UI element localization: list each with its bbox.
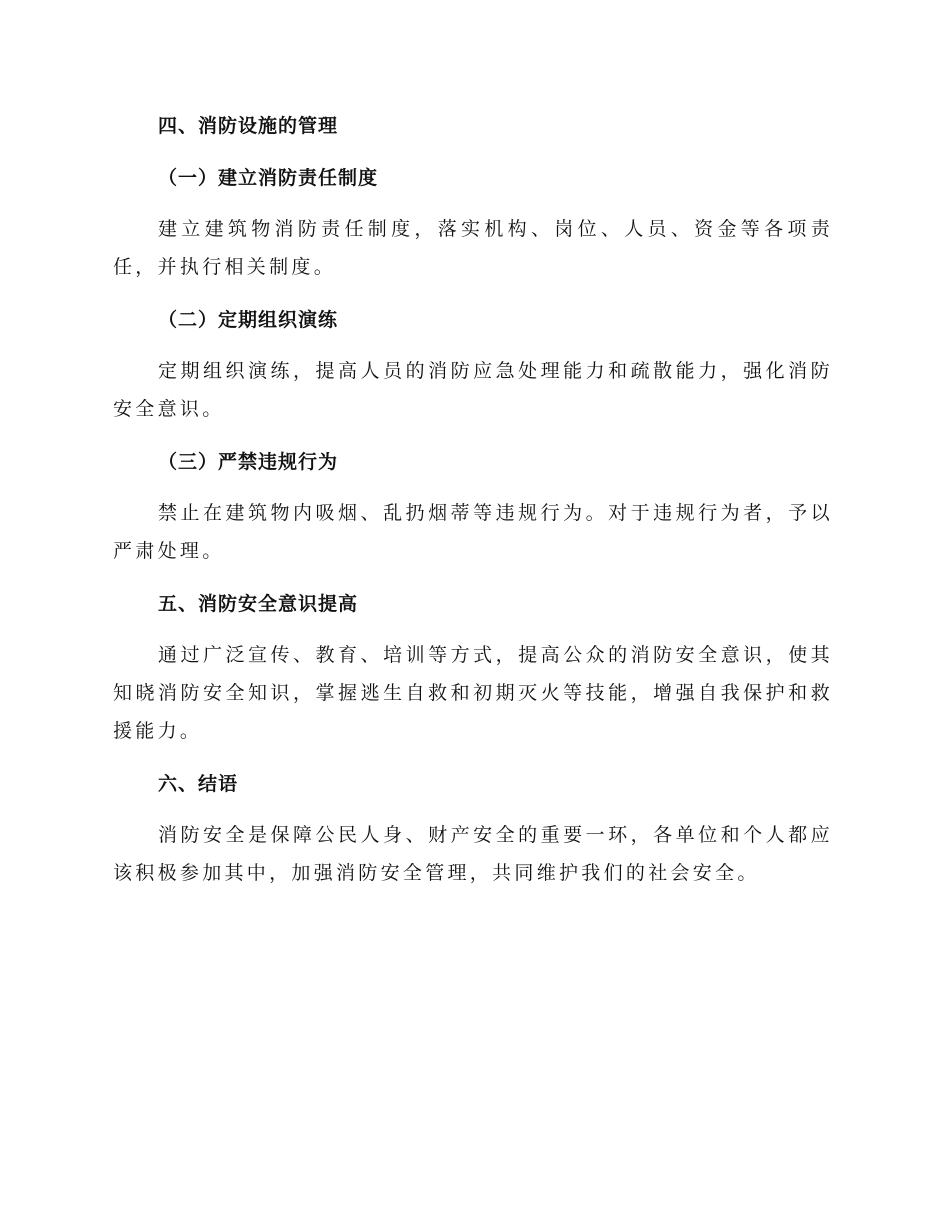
paragraph-4-2: 定期组织演练，提高人员的消防应急处理能力和疏散能力，强化消防安全意识。 [113, 360, 833, 420]
sub-heading-4-2: （二）定期组织演练 [158, 309, 339, 331]
paragraph-4-3: 禁止在建筑物内吸烟、乱扔烟蒂等违规行为。对于违规行为者，予以严肃处理。 [113, 502, 833, 562]
sub-heading-4-1: （一）建立消防责任制度 [158, 167, 379, 189]
section-heading-6: 六、结语 [158, 773, 239, 795]
paragraph-5: 通过广泛宣传、教育、培训等方式，提高公众的消防安全意识，使其知晓消防安全知识，掌握逃生自救和初期灭火等技能，增强自我保护和救援能力。 [113, 644, 833, 742]
section-heading-5: 五、消防安全意识提高 [158, 593, 359, 615]
sub-heading-4-3: （三）严禁违规行为 [158, 451, 339, 473]
paragraph-6: 消防安全是保障公民人身、财产安全的重要一环，各单位和个人都应该积极参加其中，加强消防安全管理，共同维护我们的社会安全。 [113, 824, 833, 884]
paragraph-4-1: 建立建筑物消防责任制度，落实机构、岗位、人员、资金等各项责任，并执行相关制度。 [113, 218, 833, 278]
document-body [113, 108, 833, 892]
section-heading-4: 四、消防设施的管理 [158, 115, 339, 137]
